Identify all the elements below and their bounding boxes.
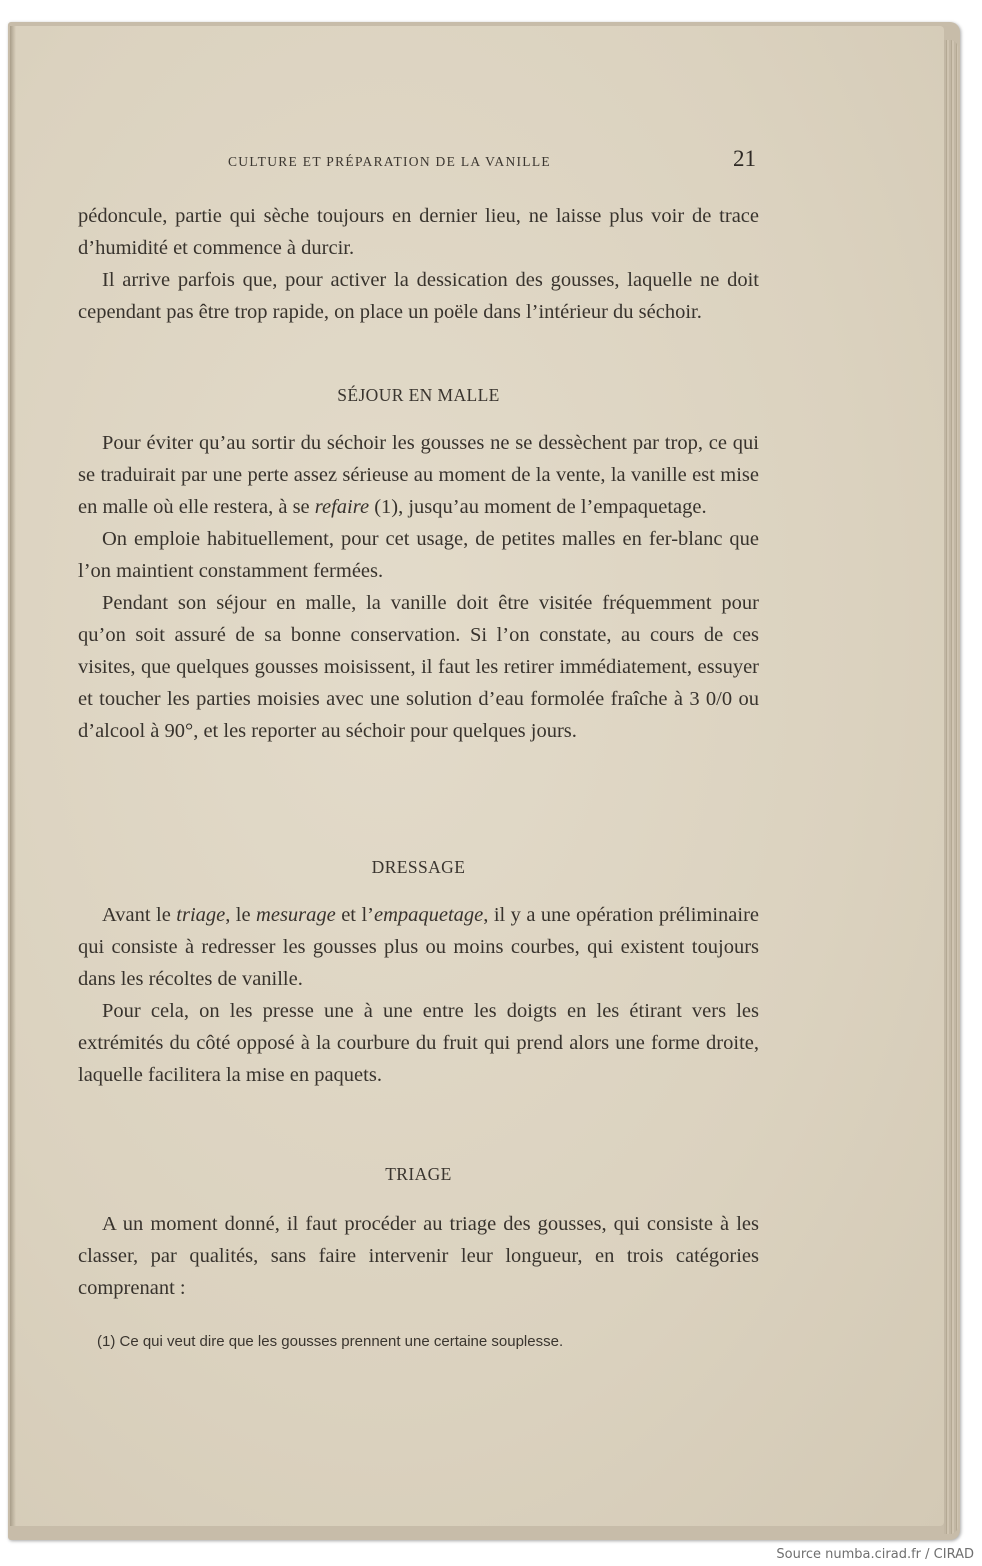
italic-term: triage <box>176 904 226 926</box>
paragraph: Pour éviter qu’au sortir du séchoir les gousses ne se dessèchent par trop, ce qui se traduirait par une perte assez sérieuse au moment de la vente, la vanille est mise en malle où elle restera, à se refaire (1), jusqu’au moment de l’empaquetage. <box>78 432 759 518</box>
section-heading-sejour: SÉJOUR EN MALLE <box>337 385 500 405</box>
section-heading-dressage: DRESSAGE <box>371 857 466 877</box>
section-dressage-text <box>78 899 759 1091</box>
footnote: (1) Ce qui veut dire que les gousses prennent une certaine souplesse. <box>97 1333 564 1350</box>
paragraph: Il arrive parfois que, pour activer la dessication des gousses, laquelle ne doit cependant pas être trop rapide, on place un poële dans l’intérieur du séchoir. <box>78 269 759 323</box>
paragraph: On emploie habituellement, pour cet usage, de petites malles en fer-blanc que l’on maintient constamment fermées. <box>78 528 759 582</box>
paragraph: pédoncule, partie qui sèche toujours en dernier lieu, ne laisse plus voir de trace d’humidité et commence à durcir. <box>78 205 759 259</box>
section-sejour-text <box>78 427 759 747</box>
source-credit: Source numba.cirad.fr / CIRAD <box>776 1547 974 1562</box>
italic-term: empaquetage <box>373 904 484 926</box>
opening-block <box>78 200 759 328</box>
paragraph: Pour cela, on les presse une à une entre les doigts en les étirant vers les extrémités du côté opposé à la courbure du fruit qui prend alors une forme droite, laquelle facilitera la mise en paquets. <box>78 1000 759 1086</box>
paragraph: Pendant son séjour en malle, la vanille doit être visitée fréquemment pour qu’on soit assuré de sa bonne conservation. Si l’on constate, au cours de ces visites, que quelques gousses moisissent, il faut les retirer immédiatement, essuyer et toucher les parties moisies avec une solution d’eau formolée fraîche à 3 0/0 ou d’alcool à 90°, et les reporter au séchoir pour quelques jours. <box>78 592 759 742</box>
paragraph: A un moment donné, il faut procéder au triage des gousses, qui consiste à les classer, par qualités, sans faire intervenir leur longueur, en trois catégories comprenant : <box>78 1213 759 1299</box>
italic-term: refaire <box>314 496 370 518</box>
section-heading-triage: TRIAGE <box>385 1164 452 1184</box>
paragraph: Avant le triage, le mesurage et l’empaquetage, il y a une opération préliminaire qui consiste à redresser les gousses plus ou moins courbes, qui existent toujours dans les récoltes de vanille. <box>78 904 760 990</box>
section-triage-text <box>78 1208 759 1304</box>
italic-term: mesurage <box>256 904 336 926</box>
page-number: 21 <box>733 146 756 171</box>
running-head-title: CULTURE ET PRÉPARATION DE LA VANILLE <box>228 154 551 169</box>
